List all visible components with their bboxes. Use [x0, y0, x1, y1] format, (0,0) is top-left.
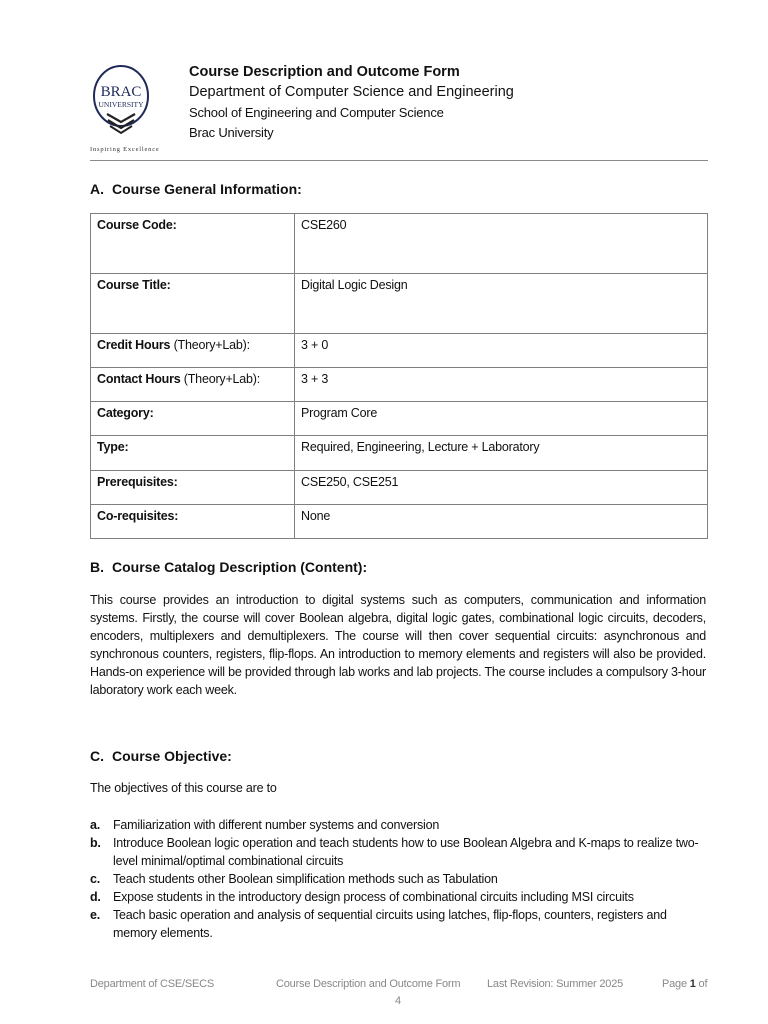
table-row: [91, 471, 708, 505]
row-label: Type:: [91, 436, 295, 471]
footer-revision: Last Revision: Summer 2025: [487, 978, 624, 990]
row-label: Credit Hours (Theory+Lab):: [91, 334, 295, 368]
objectives-intro: The objectives of this course are to: [90, 781, 277, 795]
row-value: Required, Engineering, Lecture + Laboratory: [295, 436, 708, 471]
row-label: Contact Hours (Theory+Lab):: [91, 368, 295, 402]
row-label: Course Title:: [91, 274, 295, 334]
row-label: Course Code:: [91, 214, 295, 274]
logo-brand-text: BRAC: [100, 84, 142, 100]
course-info-table: [90, 213, 708, 539]
table-row: [91, 214, 708, 274]
row-value: Program Core: [295, 402, 708, 436]
row-value: 3 + 0: [295, 334, 708, 368]
footer-page-number: Page 1 of: [662, 978, 708, 990]
table-row: [91, 505, 708, 539]
section-b-heading: B. Course Catalog Description (Content):: [90, 559, 368, 575]
list-item: c. Teach students other Boolean simplification methods such as Tabulation: [90, 872, 498, 886]
row-value: CSE250, CSE251: [295, 471, 708, 505]
footer-total-pages: 4: [395, 995, 401, 1007]
row-label: Prerequisites:: [91, 471, 295, 505]
table-row: [91, 274, 708, 334]
table-row: [91, 368, 708, 402]
row-value: CSE260: [295, 214, 708, 274]
footer-department: Department of CSE/SECS: [90, 978, 214, 990]
list-item: b. Introduce Boolean logic operation and teach students how to use Boolean Algebra and K-maps to realize two-level minimal/optimal combinational circuits: [90, 836, 699, 868]
list-item: a. Familiarization with different number systems and conversion: [90, 818, 440, 832]
row-value: Digital Logic Design: [295, 274, 708, 334]
logo-tagline-text: Inspiring Excellence: [90, 146, 160, 153]
row-label: Category:: [91, 402, 295, 436]
logo-sub-text: UNIVERSITY: [98, 100, 144, 109]
list-item: e. Teach basic operation and analysis of sequential circuits using latches, flip-flops, counters, registers and memory elements.: [90, 908, 667, 940]
list-item: d. Expose students in the introductory design process of combinational circuits including MSI circuits: [90, 890, 634, 904]
document-header: [189, 62, 514, 143]
header-divider: [90, 160, 708, 161]
form-title: Course Description and Outcome Form: [189, 64, 460, 80]
university-name: Brac University: [189, 125, 274, 140]
objectives-list: [90, 816, 706, 942]
row-value: 3 + 3: [295, 368, 708, 402]
table-row: [91, 334, 708, 368]
school-name: School of Engineering and Computer Science: [189, 105, 444, 120]
section-a-heading: A. Course General Information:: [90, 181, 302, 197]
table-row: [91, 436, 708, 471]
department-name: Department of Computer Science and Engineering: [189, 84, 514, 100]
brac-university-logo: [88, 62, 182, 154]
row-value: None: [295, 505, 708, 539]
section-c-heading: C. Course Objective:: [90, 748, 232, 764]
footer-form-name: Course Description and Outcome Form: [276, 978, 461, 990]
table-row: [91, 402, 708, 436]
catalog-description: This course provides an introduction to digital systems such as computers, communication and information systems. Firstly, the course will cover Boolean algebra, digital logic gates, combinational logic circuits, decoders, encoders, multiplexers and demultiplexers. The course will then cover sequential circuits: asynchronous and synchronous counters, registers, flip-flops. An introduction to memory elements and registers will also be provided. Hands-on experience will be provided through lab works and lab projects. The course includes a compulsory 3-hour laboratory work each week.: [90, 593, 706, 697]
row-label: Co-requisites:: [91, 505, 295, 539]
